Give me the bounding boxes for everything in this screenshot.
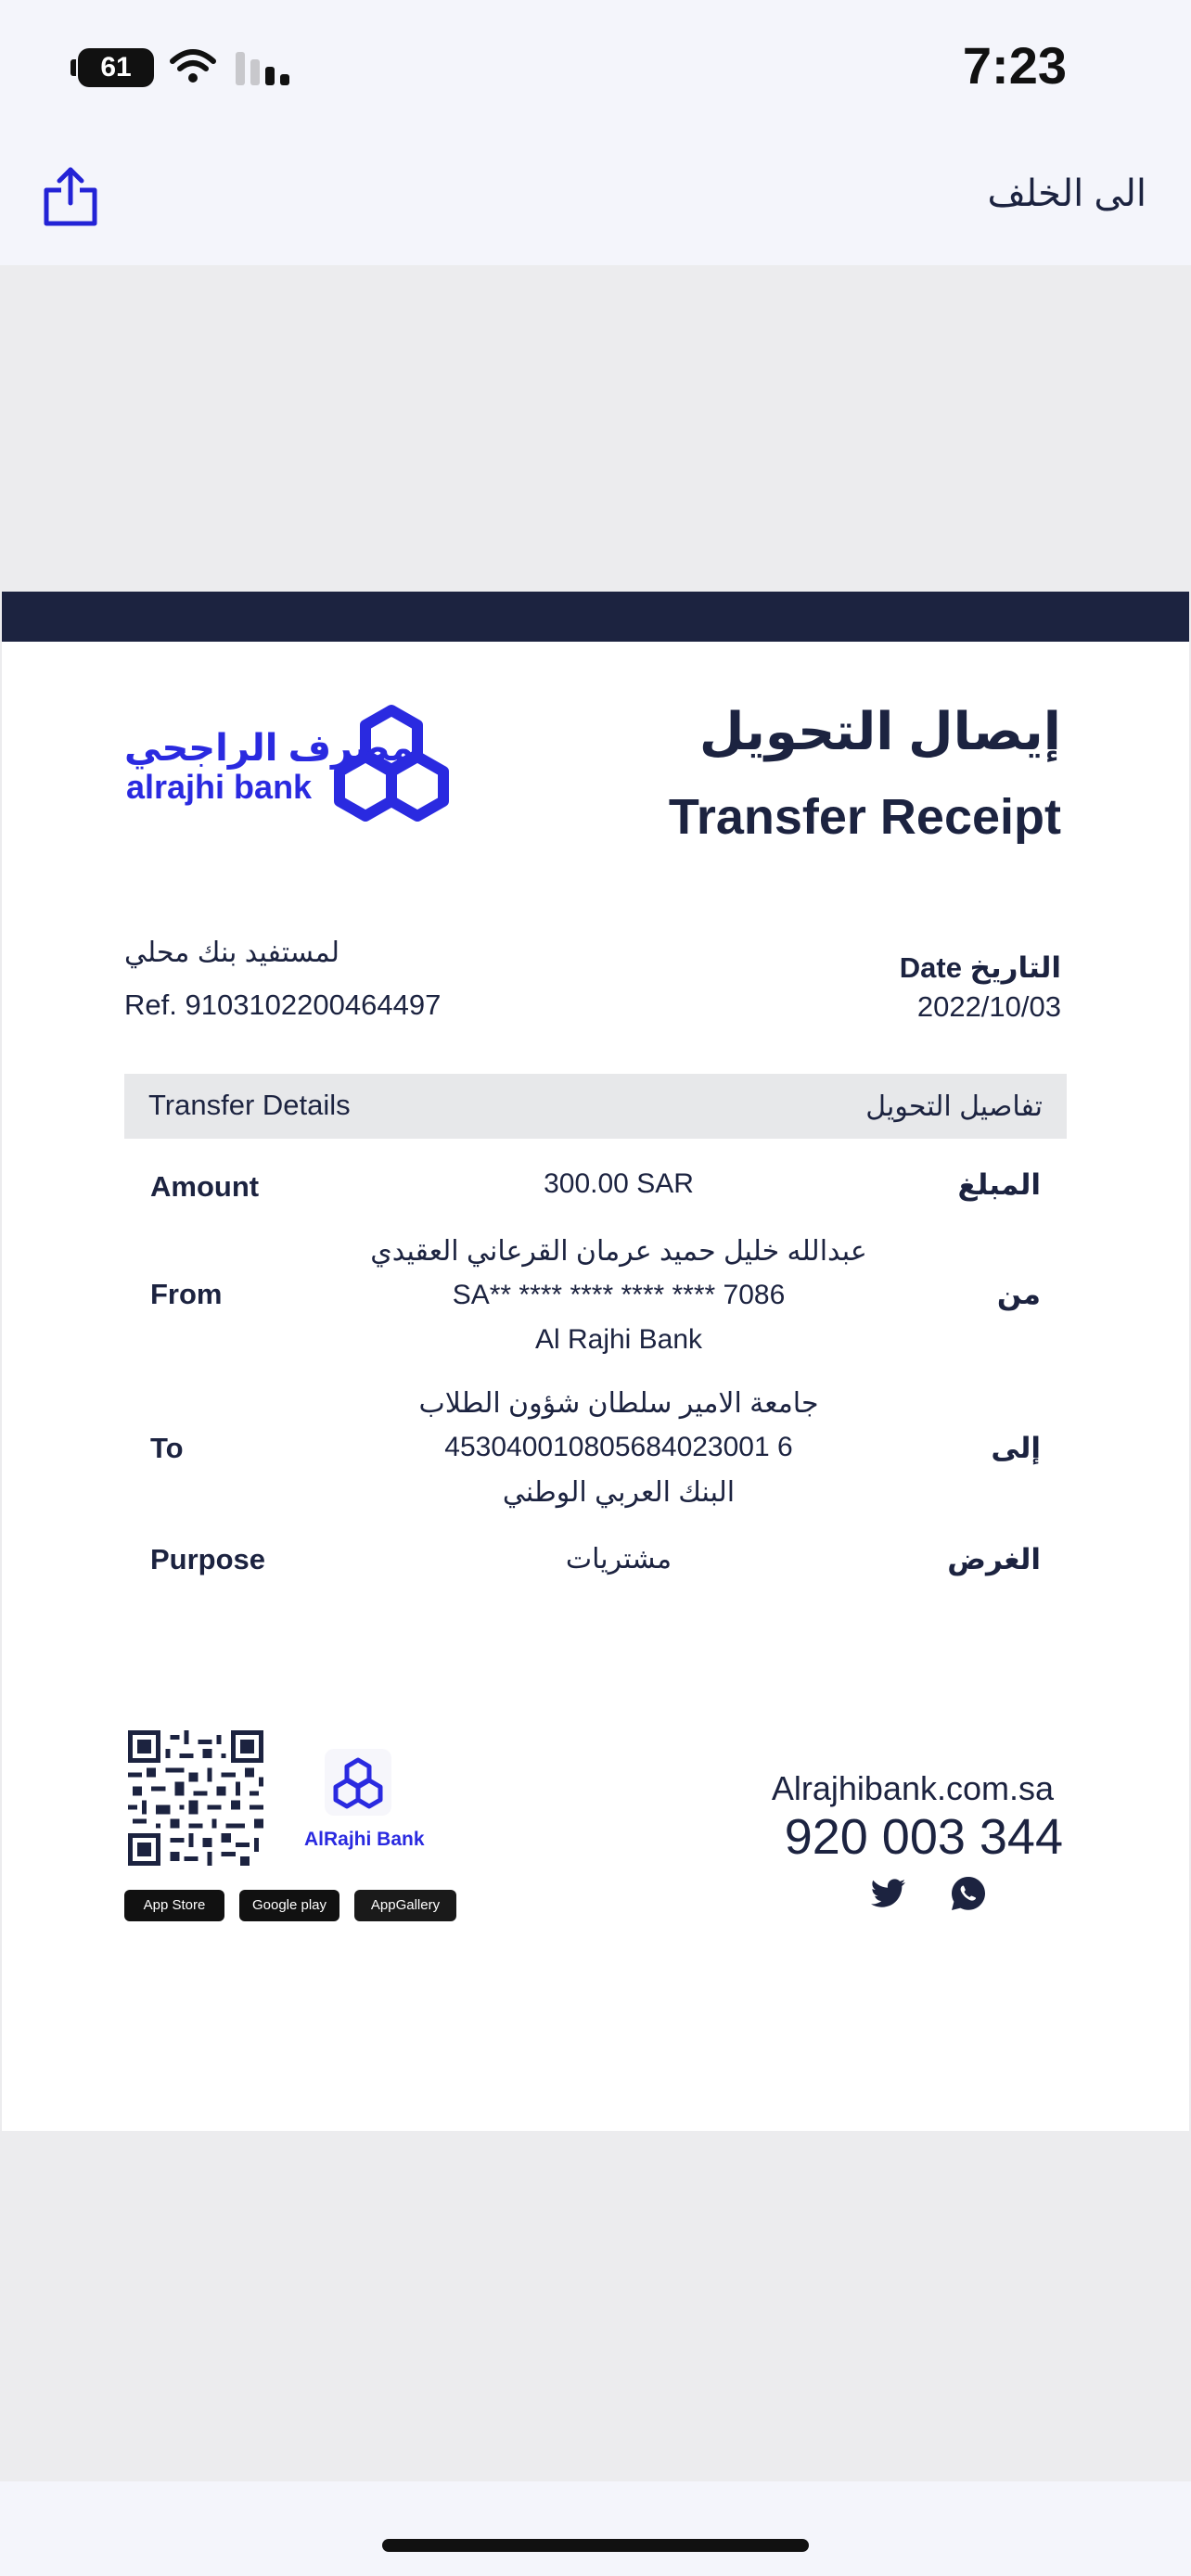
receipt-title-ar: إيصال التحويل (698, 702, 1061, 760)
logo-text-ar: مصرف الراجحي (124, 728, 415, 769)
logo-text-en: alrajhi bank (126, 768, 313, 806)
transfer-details-header (124, 1074, 1067, 1139)
bottom-bar (0, 2481, 1191, 2576)
google-play-badge[interactable]: Google play (239, 1890, 339, 1921)
website-link[interactable]: Alrajhibank.com.sa (771, 1769, 1054, 1807)
receipt-top-band (2, 592, 1189, 642)
battery-indicator: 61 (78, 48, 154, 87)
to-bank: البنك العربي الوطني (502, 1477, 736, 1508)
app-gallery-badge[interactable]: AppGallery (354, 1890, 456, 1921)
whatsapp-icon[interactable] (948, 1873, 989, 1914)
qr-code (128, 1730, 263, 1866)
transfer-receipt (2, 592, 1189, 2131)
date-label: Date التاريخ (899, 951, 1061, 984)
receipt-title-en: Transfer Receipt (668, 789, 1061, 845)
from-account: SA** **** **** **** **** 7086 (452, 1280, 786, 1310)
reference-number: Ref. 9103102200464497 (124, 988, 442, 1021)
amount-value: 300.00 SAR (544, 1168, 694, 1199)
purpose-label-ar: الغرض (947, 1543, 1041, 1575)
app-store-badge[interactable]: App Store (124, 1890, 224, 1921)
to-label-en: To (150, 1432, 184, 1464)
details-header-en: Transfer Details (148, 1089, 351, 1121)
from-label-en: From (150, 1278, 223, 1310)
share-icon[interactable] (37, 162, 104, 229)
date-value: 2022/10/03 (916, 990, 1061, 1023)
alrajhi-mini-logo-icon (325, 1749, 391, 1816)
clock: 7:23 (962, 36, 1067, 95)
cellular-signal-icon (234, 50, 293, 87)
back-button[interactable]: الى الخلف (987, 173, 1146, 214)
home-indicator[interactable] (382, 2539, 809, 2552)
amount-label-ar: المبلغ (957, 1168, 1041, 1201)
battery-nub (70, 59, 76, 76)
status-bar (0, 0, 1191, 130)
from-name: عبدالله خليل حميد عرمان القرعاني العقيدي (370, 1236, 867, 1267)
to-label-ar: إلى (991, 1432, 1041, 1464)
to-name: جامعة الامير سلطان شؤون الطلاب (418, 1388, 819, 1419)
wifi-icon (169, 48, 217, 85)
from-bank: Al Rajhi Bank (534, 1324, 703, 1355)
twitter-icon[interactable] (868, 1873, 909, 1914)
to-account: 453040010805684023001 6 (444, 1432, 793, 1462)
beneficiary-type: لمستفيد بنك محلي (124, 937, 340, 968)
details-header-ar: تفاصيل التحويل (865, 1091, 1043, 1122)
phone-number[interactable]: 920 003 344 (784, 1809, 1063, 1865)
purpose-value: مشتريات (565, 1544, 672, 1575)
from-label-ar: من (996, 1278, 1041, 1310)
purpose-label-en: Purpose (150, 1543, 266, 1575)
amount-label-en: Amount (150, 1170, 260, 1203)
mini-logo-text: AlRajhi Bank (304, 1829, 425, 1850)
